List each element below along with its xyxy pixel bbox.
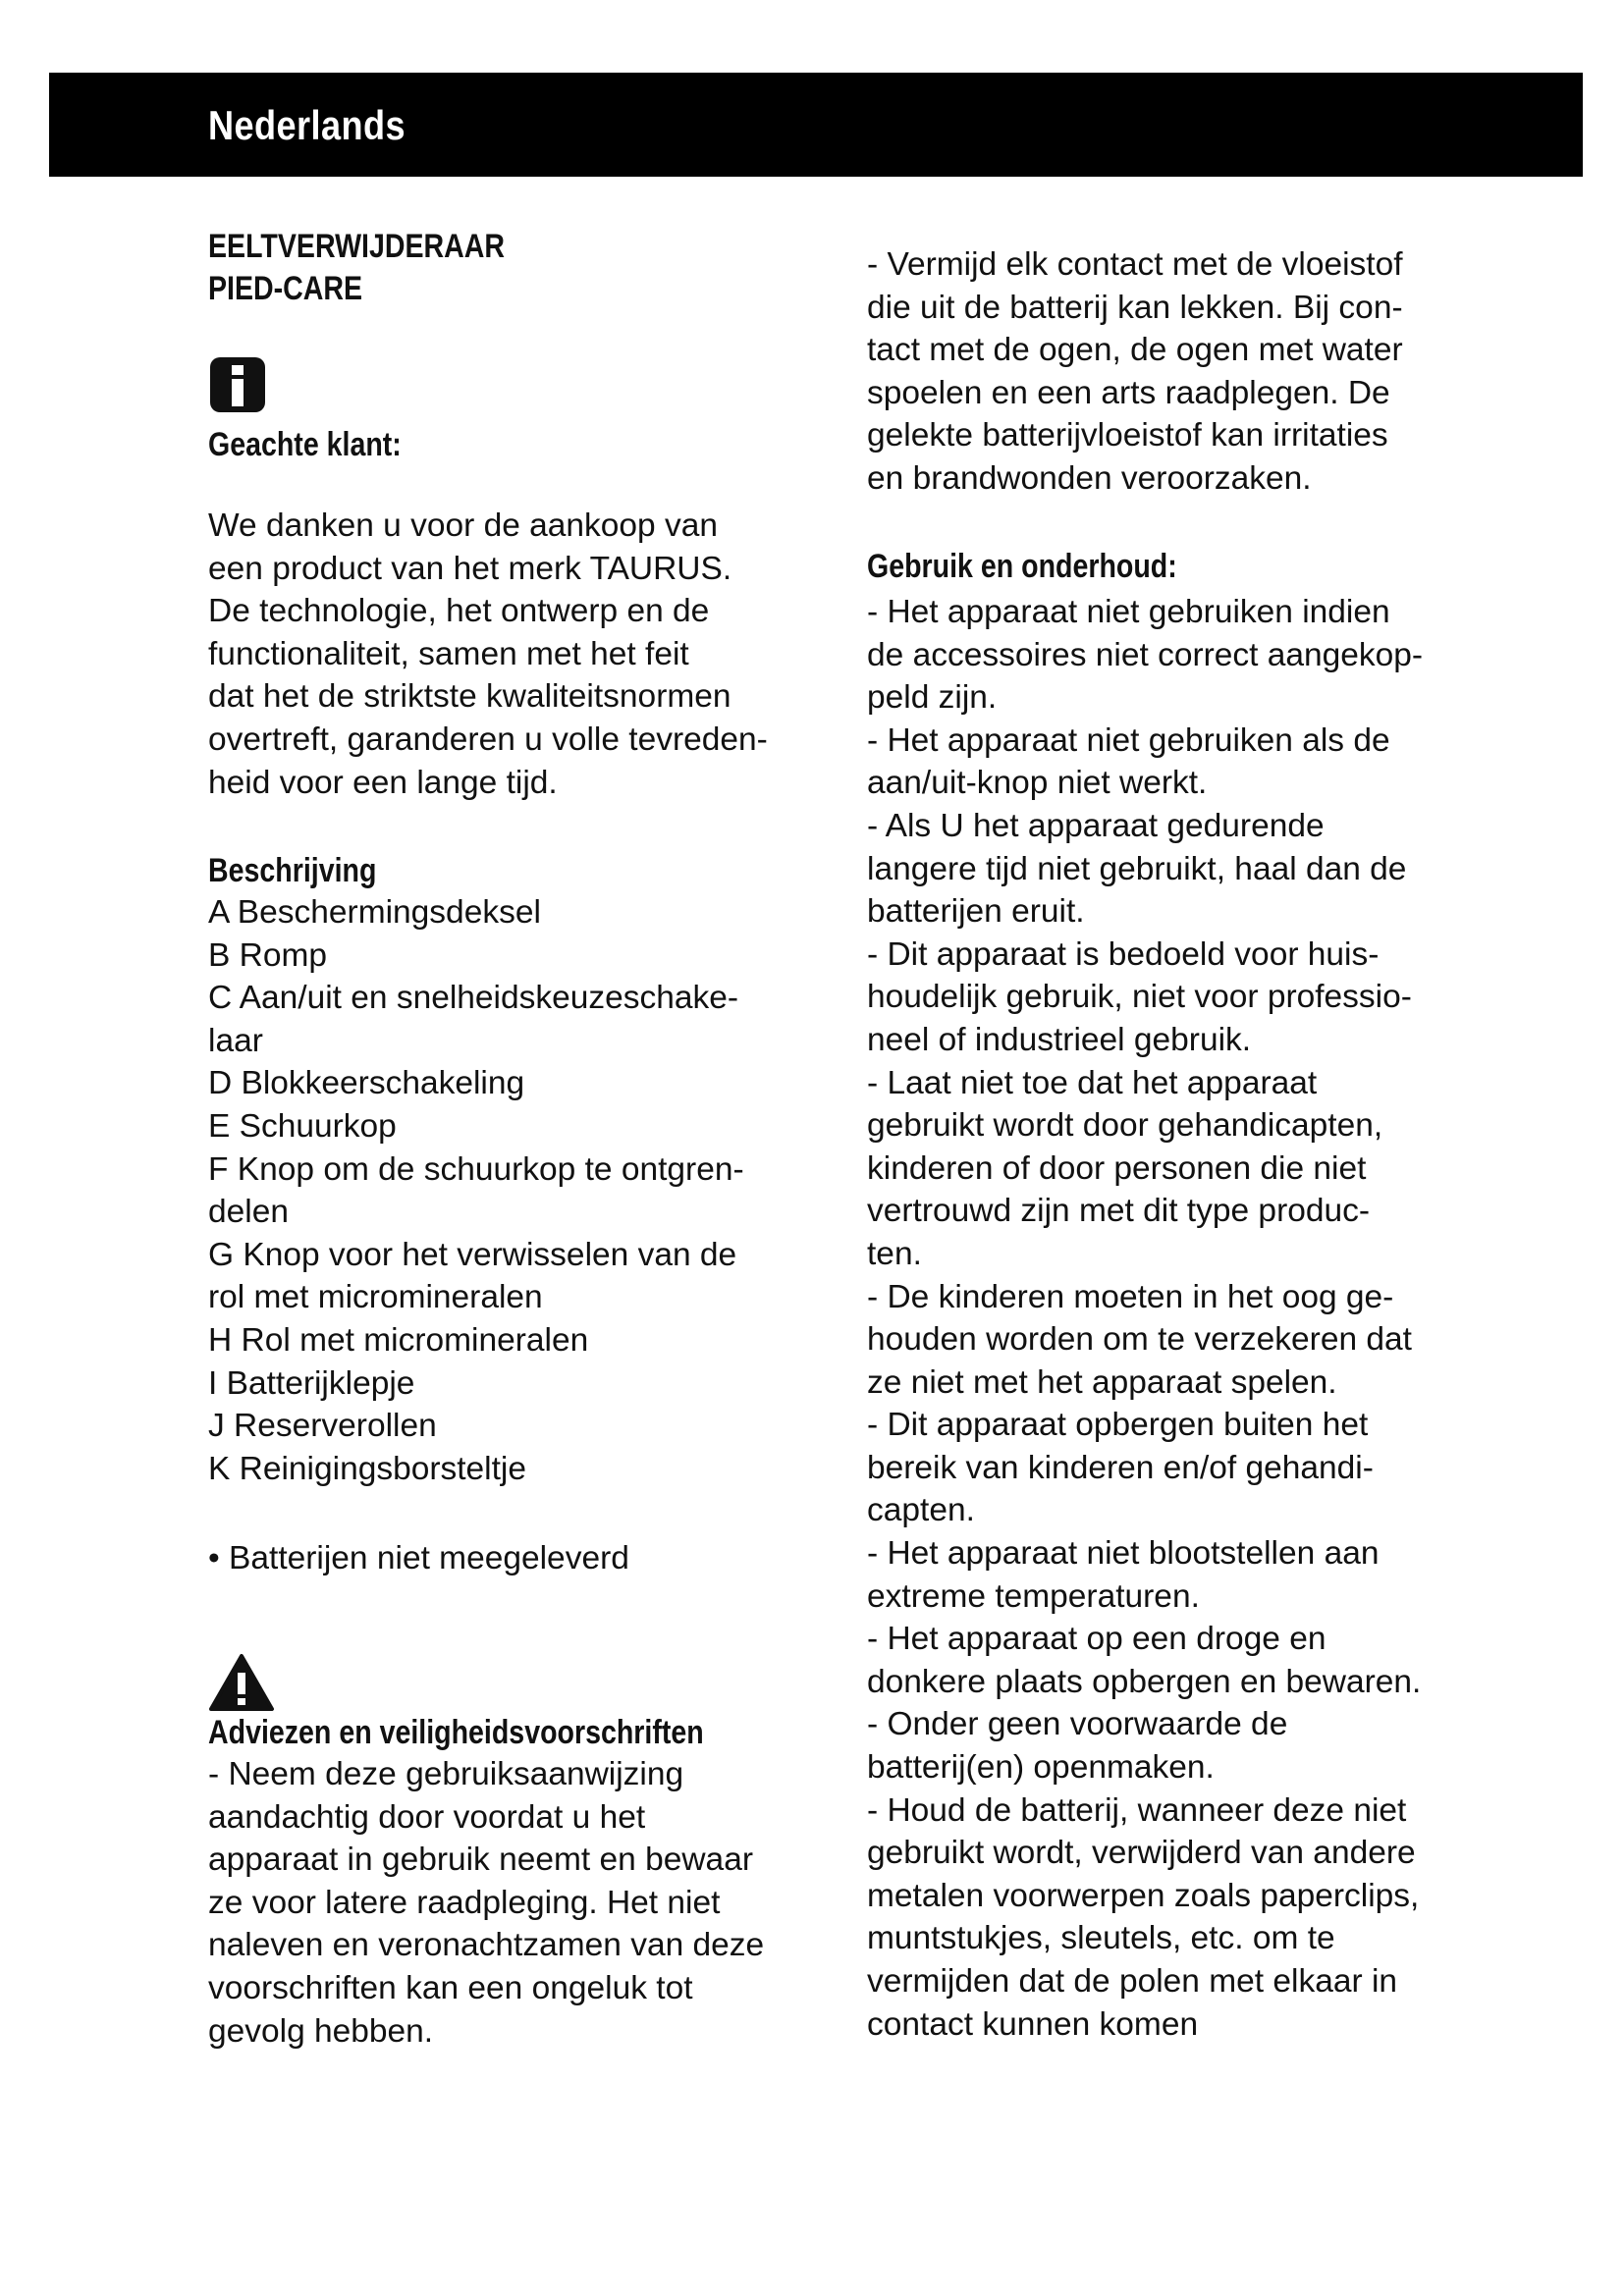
battery-warning-line: die uit de batterij kan lekken. Bij con- (867, 289, 1403, 326)
usage-line: muntstukjes, sleutels, etc. om te (867, 1920, 1335, 1957)
usage-line: - Dit apparaat is bedoeld voor huis- (867, 935, 1380, 973)
language-header-bar (49, 73, 1583, 177)
usage-line: houden worden om te verzekeren dat (867, 1321, 1412, 1359)
language-title: Nederlands (208, 102, 406, 148)
description-item: F Knop om de schuurkop te ontgren- (208, 1150, 744, 1188)
battery-warning-line: tact met de ogen, de ogen met water (867, 332, 1403, 369)
usage-line: - Onder geen voorwaarde de (867, 1706, 1288, 1743)
description-item: A Beschermingsdeksel (208, 894, 541, 931)
safety-line: aandachtig door voordat u het (208, 1798, 646, 1836)
description-item: I Batterijklepje (208, 1364, 415, 1402)
safety-paragraph (208, 1753, 764, 2053)
description-heading: Beschrijving (208, 852, 377, 889)
description-list (208, 891, 744, 1490)
usage-line: batterijen eruit. (867, 893, 1085, 931)
warning-icon (208, 1653, 275, 1712)
battery-warning-line: gelekte batterijvloeistof kan irritaties (867, 417, 1388, 454)
safety-line: gevolg hebben. (208, 2012, 434, 2050)
usage-line: - Houd de batterij, wanneer deze niet (867, 1791, 1407, 1829)
usage-line: ze niet met het apparaat spelen. (867, 1363, 1337, 1401)
description-item: B Romp (208, 936, 328, 974)
usage-line: langere tijd niet gebruikt, haal dan de (867, 850, 1407, 887)
usage-line: bereik van kinderen en/of gehandi- (867, 1449, 1374, 1486)
usage-line: ten. (867, 1235, 922, 1272)
intro-line: De technologie, het ontwerp en de (208, 593, 710, 630)
description-item: E Schuurkop (208, 1107, 397, 1145)
intro-line: dat het de striktste kwaliteitsnormen (208, 678, 731, 716)
usage-line: neel of industrieel gebruik. (867, 1021, 1252, 1058)
description-item: G Knop voor het verwisselen van de (208, 1236, 737, 1273)
safety-line: ze voor latere raadpleging. Het niet (208, 1884, 721, 1921)
safety-line: voorschriften kan een ongeluk tot (208, 1969, 693, 2006)
description-item: D Blokkeerschakeling (208, 1065, 525, 1102)
usage-line: de accessoires niet correct aangekop- (867, 636, 1424, 673)
greeting-heading: Geachte klant: (208, 426, 402, 463)
description-item: J Reserverollen (208, 1408, 437, 1445)
usage-line: - Als U het apparaat gedurende (867, 807, 1325, 844)
usage-line: batterij(en) openmaken. (867, 1749, 1215, 1787)
usage-line: - Het apparaat niet gebruiken als de (867, 721, 1390, 759)
description-item: rol met micromineralen (208, 1279, 543, 1316)
usage-line: - Het apparaat op een droge en (867, 1621, 1326, 1658)
usage-line: gebruikt wordt, verwijderd van andere (867, 1835, 1416, 1872)
intro-line: een product van het merk TAURUS. (208, 550, 732, 587)
usage-line: - Dit apparaat opbergen buiten het (867, 1407, 1369, 1444)
safety-line: naleven en veronachtzamen van deze (208, 1927, 765, 1964)
description-item: H Rol met micromineralen (208, 1321, 589, 1359)
safety-line: apparaat in gebruik neemt en bewaar (208, 1842, 753, 1879)
usage-line: metalen voorwerpen zoals paperclips, (867, 1877, 1420, 1914)
usage-line: - Het apparaat niet blootstellen aan (867, 1535, 1380, 1573)
product-title-line-1: EELTVERWIJDERAAR (208, 228, 506, 265)
intro-line: heid voor een lange tijd. (208, 764, 558, 801)
usage-line: vertrouwd zijn met dit type produc- (867, 1193, 1371, 1230)
usage-line: houdelijk gebruik, niet voor professio- (867, 979, 1412, 1016)
usage-paragraph (867, 591, 1423, 2046)
intro-paragraph (208, 505, 768, 804)
battery-warning-line: spoelen en een arts raadplegen. De (867, 374, 1390, 411)
usage-line: capten. (867, 1492, 975, 1529)
description-item: delen (208, 1194, 289, 1231)
safety-line: - Neem deze gebruiksaanwijzing (208, 1756, 684, 1792)
intro-line: functionaliteit, samen met het feit (208, 635, 689, 672)
intro-line: overtreft, garanderen u volle tevreden- (208, 721, 768, 758)
usage-line: - De kinderen moeten in het oog ge- (867, 1278, 1394, 1315)
battery-note: • Batterijen niet meegeleverd (208, 1540, 629, 1576)
usage-line: - Laat niet toe dat het apparaat (867, 1064, 1318, 1101)
usage-line: aan/uit-knop niet werkt. (867, 765, 1208, 802)
usage-line: vermijden dat de polen met elkaar in (867, 1963, 1398, 2000)
description-item: K Reinigingsborsteltje (208, 1450, 527, 1487)
intro-line: We danken u voor de aankoop van (208, 507, 719, 544)
safety-heading: Adviezen en veiligheidsvoorschriften (208, 1714, 704, 1751)
info-icon (208, 355, 267, 414)
usage-heading: Gebruik en onderhoud: (867, 548, 1177, 585)
usage-line: gebruikt wordt door gehandicapten, (867, 1107, 1383, 1145)
product-title-line-2: PIED-CARE (208, 270, 363, 307)
usage-line: - Het apparaat niet gebruiken indien (867, 594, 1390, 630)
battery-warning-paragraph (867, 243, 1403, 501)
battery-warning-line: - Vermijd elk contact met de vloeistof (867, 246, 1403, 283)
usage-line: donkere plaats opbergen en bewaren. (867, 1663, 1422, 1700)
usage-line: extreme temperaturen. (867, 1577, 1200, 1615)
usage-line: peld zijn. (867, 679, 998, 717)
description-item: laar (208, 1022, 263, 1059)
battery-warning-line: en brandwonden veroorzaken. (867, 459, 1312, 497)
description-item: C Aan/uit en snelheidskeuzeschake- (208, 980, 739, 1017)
usage-line: contact kunnen komen (867, 2005, 1199, 2043)
usage-line: kinderen of door personen die niet (867, 1149, 1367, 1187)
